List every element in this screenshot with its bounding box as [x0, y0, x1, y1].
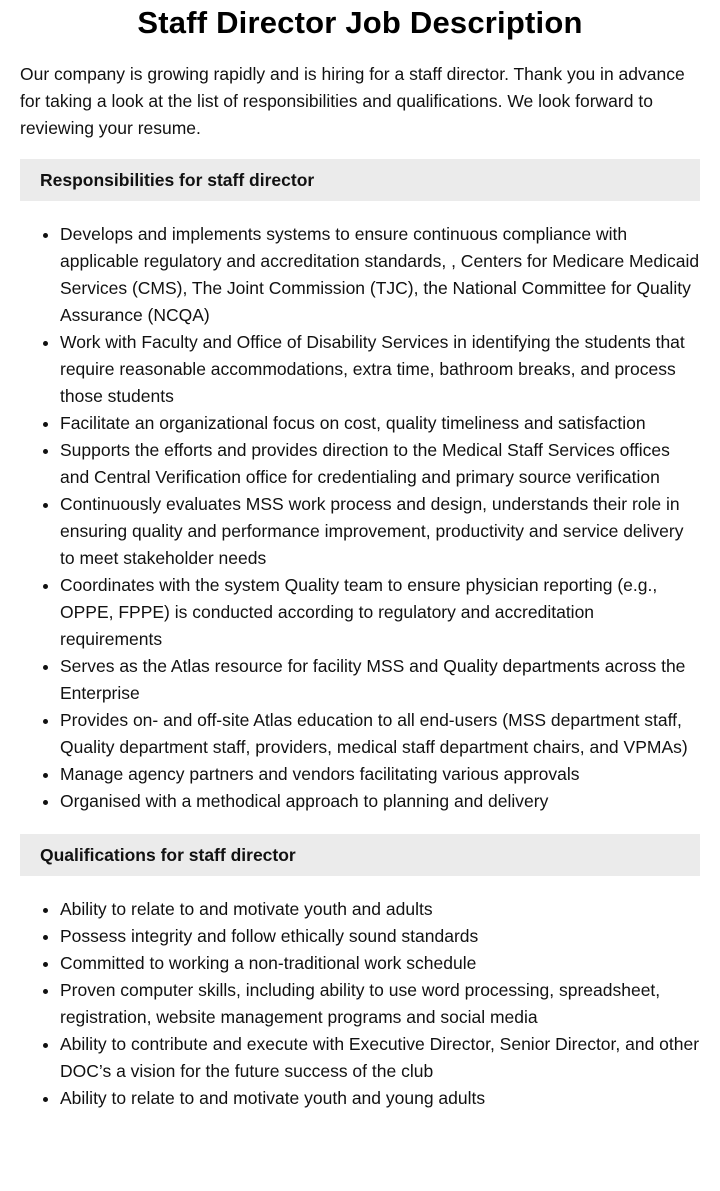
list-item: • Develops and implements systems to ensure continuous compliance with applicable regulatory and accreditation standards, , Centers for Medicare Medicaid Services (CMS), The Joint Commission (TJC), the National Committee for Quality Assurance (NCQA) — [60, 221, 700, 329]
list-item: • Possess integrity and follow ethically sound standards — [60, 923, 700, 950]
responsibilities-heading: Responsibilities for staff director — [20, 159, 700, 201]
responsibilities-list — [20, 221, 700, 815]
list-item: • Provides on- and off-site Atlas education to all end-users (MSS department staff, Quality department staff, providers, medical staff department chairs, and VPMAs) — [60, 707, 700, 761]
list-item: • Proven computer skills, including ability to use word processing, spreadsheet, registration, website management programs and social media — [60, 977, 700, 1031]
list-item: • Facilitate an organizational focus on cost, quality timeliness and satisfaction — [60, 410, 700, 437]
intro-paragraph: Our company is growing rapidly and is hiring for a staff director. Thank you in advance for taking a look at the list of responsibilities and qualifications. We look forward to reviewing your resume. — [20, 64, 685, 138]
list-item: • Organised with a methodical approach to planning and delivery — [60, 788, 700, 815]
list-item: • Ability to relate to and motivate youth and adults — [60, 896, 700, 923]
list-item: • Work with Faculty and Office of Disability Services in identifying the students that require reasonable accommodations, extra time, bathroom breaks, and process those students — [60, 329, 700, 410]
list-item: • Supports the efforts and provides direction to the Medical Staff Services offices and Central Verification office for credentialing and primary source verification — [60, 437, 700, 491]
page-title: Staff Director Job Description — [137, 5, 583, 40]
list-item: • Serves as the Atlas resource for facility MSS and Quality departments across the Enterprise — [60, 653, 700, 707]
list-item: • Committed to working a non-traditional work schedule — [60, 950, 700, 977]
list-item: • Manage agency partners and vendors facilitating various approvals — [60, 761, 700, 788]
list-item: • Continuously evaluates MSS work process and design, understands their role in ensuring quality and performance improvement, productivity and service delivery to meet stakeholder needs — [60, 491, 700, 572]
list-item: • Coordinates with the system Quality team to ensure physician reporting (e.g., OPPE, FPPE) is conducted according to regulatory and accreditation requirements — [60, 572, 700, 653]
list-item: • Ability to relate to and motivate youth and young adults — [60, 1085, 700, 1112]
list-item: • Ability to contribute and execute with Executive Director, Senior Director, and other DOC’s a vision for the future success of the club — [60, 1031, 700, 1085]
qualifications-list — [20, 896, 700, 1112]
qualifications-heading: Qualifications for staff director — [20, 834, 700, 876]
